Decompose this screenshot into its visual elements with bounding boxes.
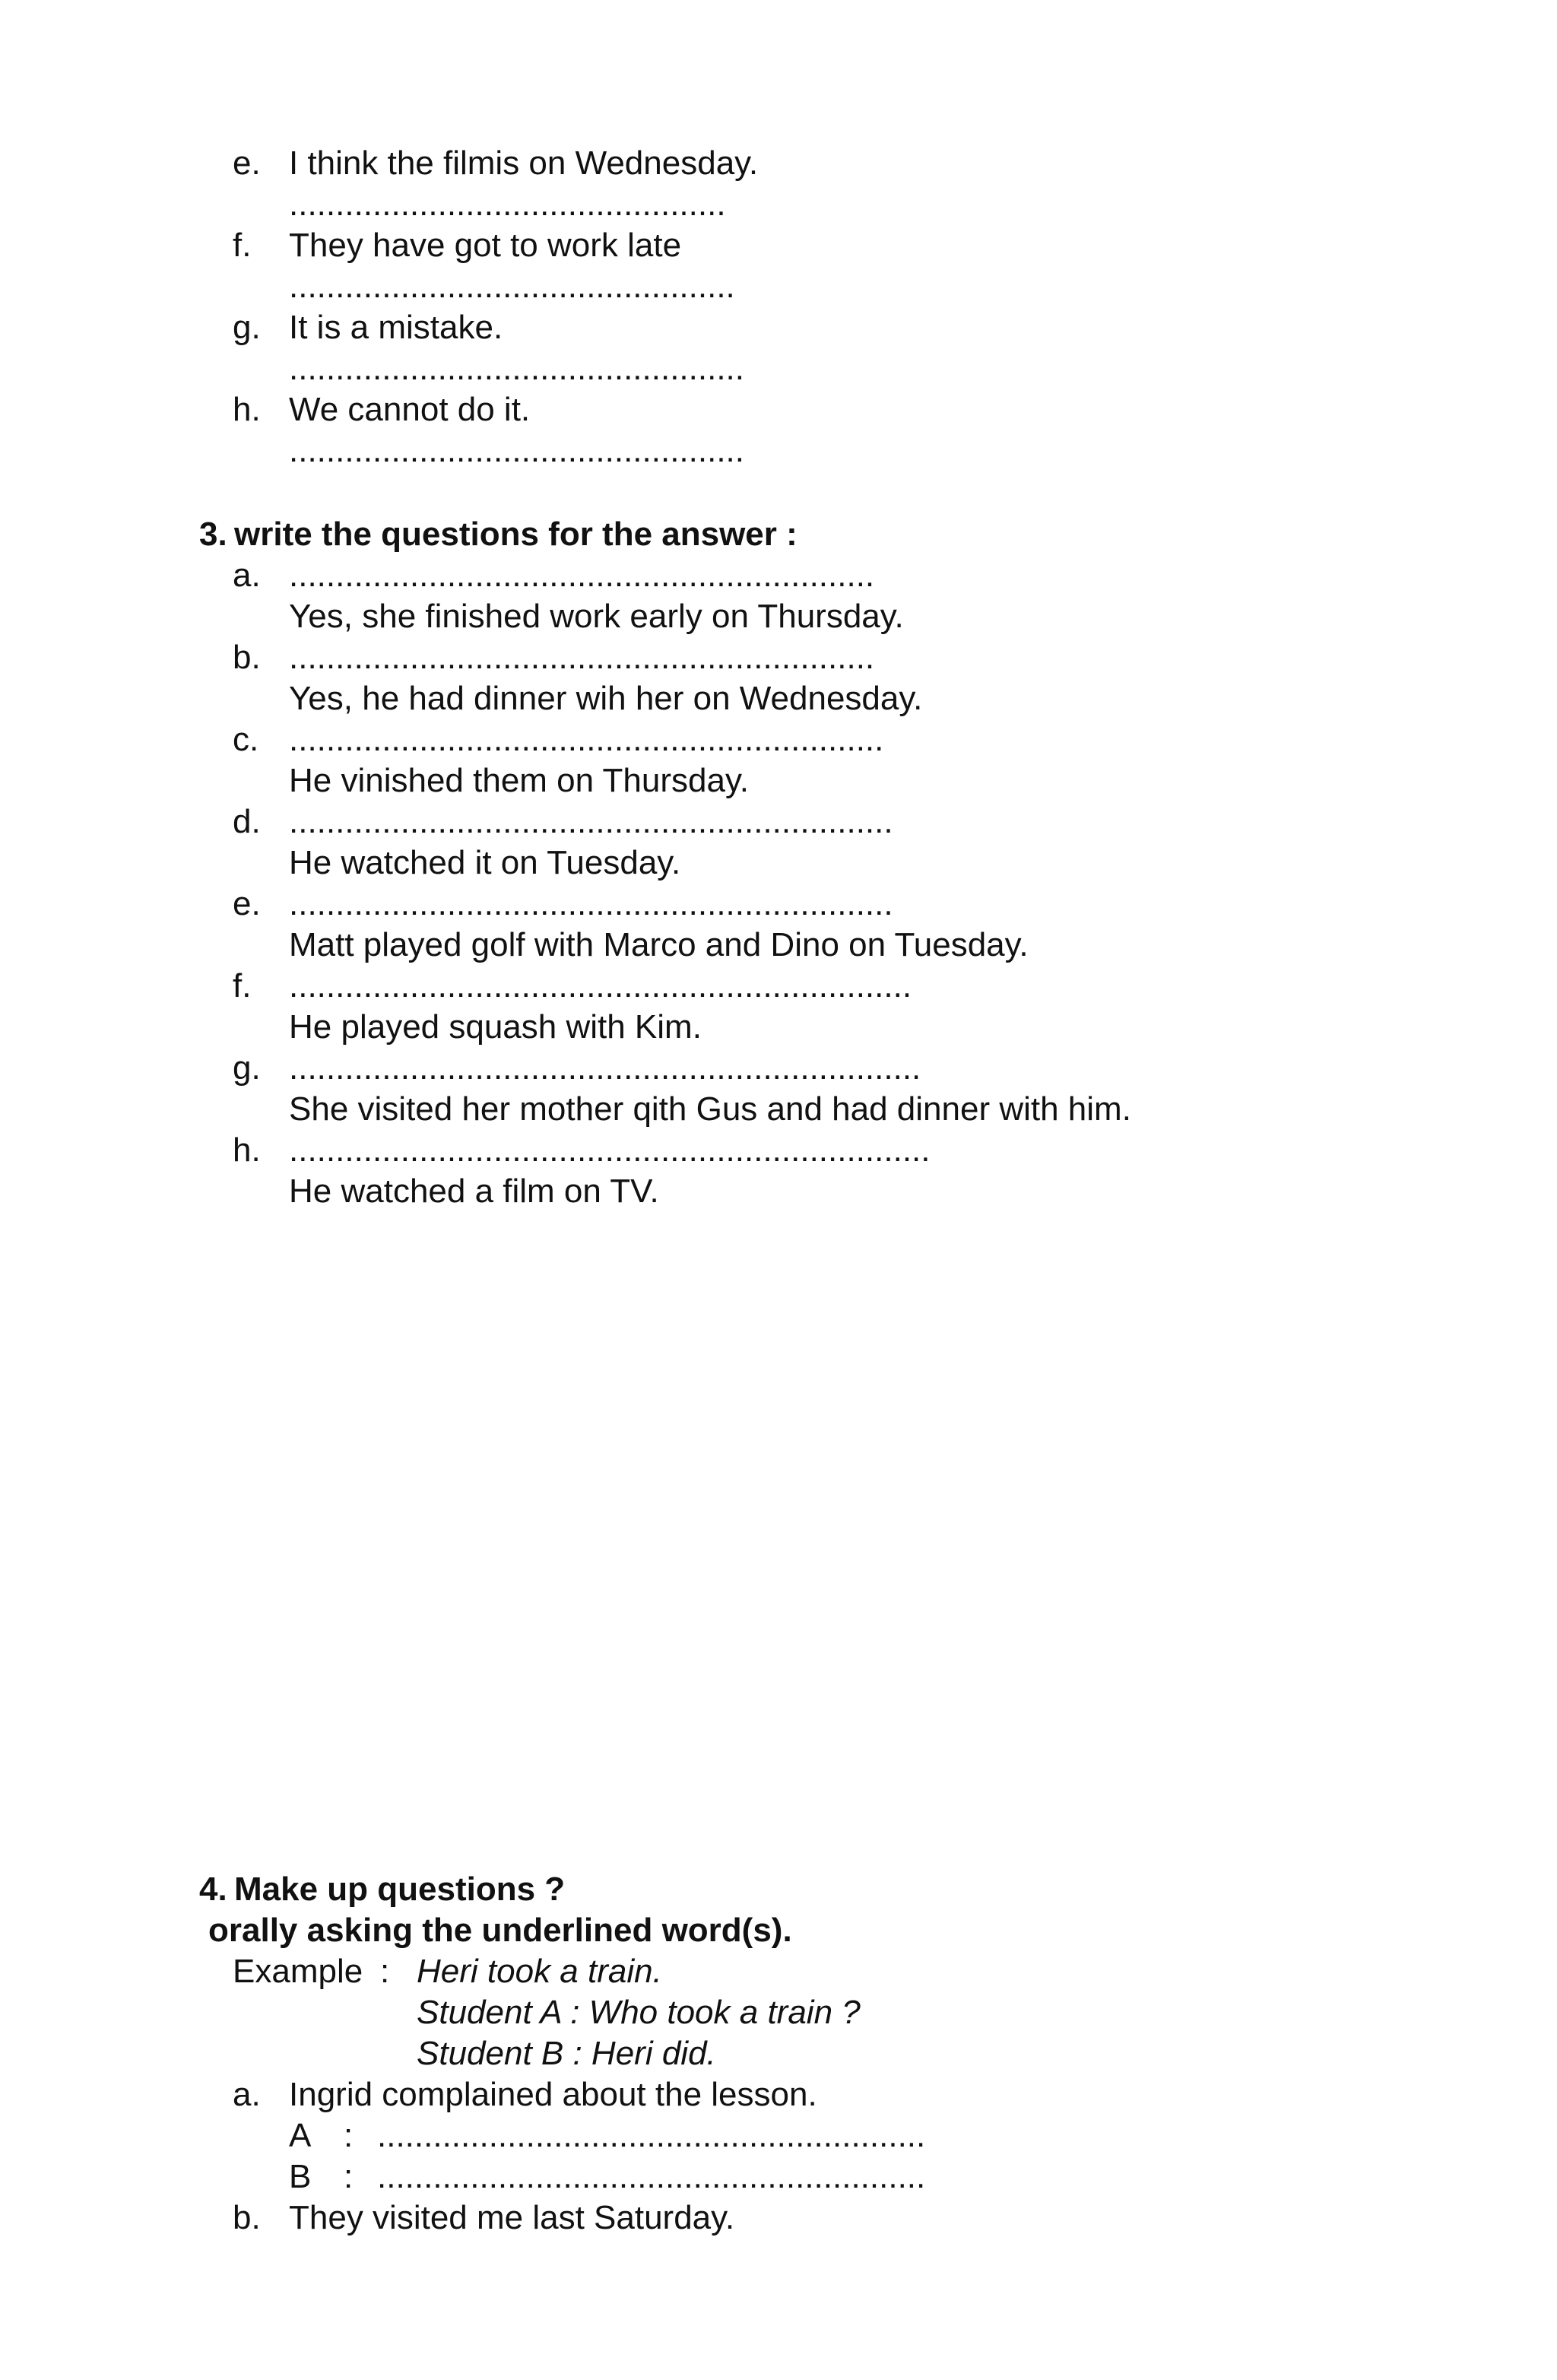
question-blank: ..................................................................... [289, 1131, 931, 1169]
answer-text: She visited her mother qith Gus and had dinner with him. [289, 1090, 1131, 1128]
section3-title: write the questions for the answer : [234, 516, 798, 553]
answer-blank: ................................................. [289, 432, 745, 469]
item-letter: b. [233, 2199, 261, 2236]
item-letter: e. [233, 144, 261, 182]
item-sentence: Ingrid complained about the lesson. [289, 2076, 817, 2113]
item-letter: b. [233, 639, 261, 676]
example-label: Example [233, 1953, 363, 1990]
student-b-label: B [289, 2158, 312, 2195]
item-letter: f. [233, 967, 252, 1004]
section4-title: Make up questions ? [234, 1871, 566, 1908]
item-letter: c. [233, 721, 259, 758]
example-colon: : [380, 1953, 390, 1990]
item-letter: g. [233, 1049, 261, 1087]
item-letter: a. [233, 557, 261, 594]
answer-text: Yes, he had dinner wih her on Wednesday. [289, 680, 923, 717]
item-sentence: They have got to work late [289, 227, 682, 264]
item-letter: h. [233, 1131, 261, 1169]
item-sentence: It is a mistake. [289, 309, 503, 346]
item-letter: h. [233, 391, 261, 428]
question-blank: ................................................................. [289, 803, 893, 840]
student-a-colon: : [344, 2117, 354, 2154]
question-blank: ................................................................ [289, 721, 884, 758]
item-letter: e. [233, 885, 261, 922]
section4-subtitle: orally asking the underlined word(s). [208, 1912, 792, 1949]
example-student-a: Student A : Who took a train ? [417, 1994, 861, 2031]
question-blank: ................................................................. [289, 885, 893, 922]
item-sentence: I think the filmis on Wednesday. [289, 144, 759, 182]
section4-number: 4. [199, 1871, 227, 1908]
item-letter: d. [233, 803, 261, 840]
answer-text: He watched it on Tuesday. [289, 844, 681, 881]
answer-text: Matt played golf with Marco and Dino on Tuesday. [289, 926, 1029, 963]
item-sentence: We cannot do it. [289, 391, 531, 428]
answer-text: He watched a film on TV. [289, 1173, 659, 1210]
item-letter: g. [233, 309, 261, 346]
question-blank: ............................................................... [289, 639, 875, 676]
item-sentence: They visited me last Saturday. [289, 2199, 735, 2236]
student-b-blank: ........................................................... [377, 2158, 926, 2195]
student-a-label: A [289, 2117, 312, 2154]
example-student-b: Student B : Heri did. [417, 2035, 716, 2072]
section3-number: 3. [199, 516, 227, 553]
answer-text: Yes, she finished work early on Thursday. [289, 598, 904, 635]
student-b-colon: : [344, 2158, 354, 2195]
question-blank: .................................................................... [289, 1049, 921, 1087]
answer-text: He played squash with Kim. [289, 1008, 702, 1046]
question-blank: ................................................................... [289, 967, 912, 1004]
student-a-blank: ........................................................... [377, 2117, 926, 2154]
answer-text: He vinished them on Thursday. [289, 762, 749, 799]
item-letter: f. [233, 227, 252, 264]
answer-blank: ................................................ [289, 268, 735, 305]
answer-blank: ................................................. [289, 350, 745, 387]
question-blank: ............................................................... [289, 557, 875, 594]
example-sentence: Heri took a train. [417, 1953, 662, 1990]
item-letter: a. [233, 2076, 261, 2113]
answer-blank: ............................................... [289, 186, 726, 223]
